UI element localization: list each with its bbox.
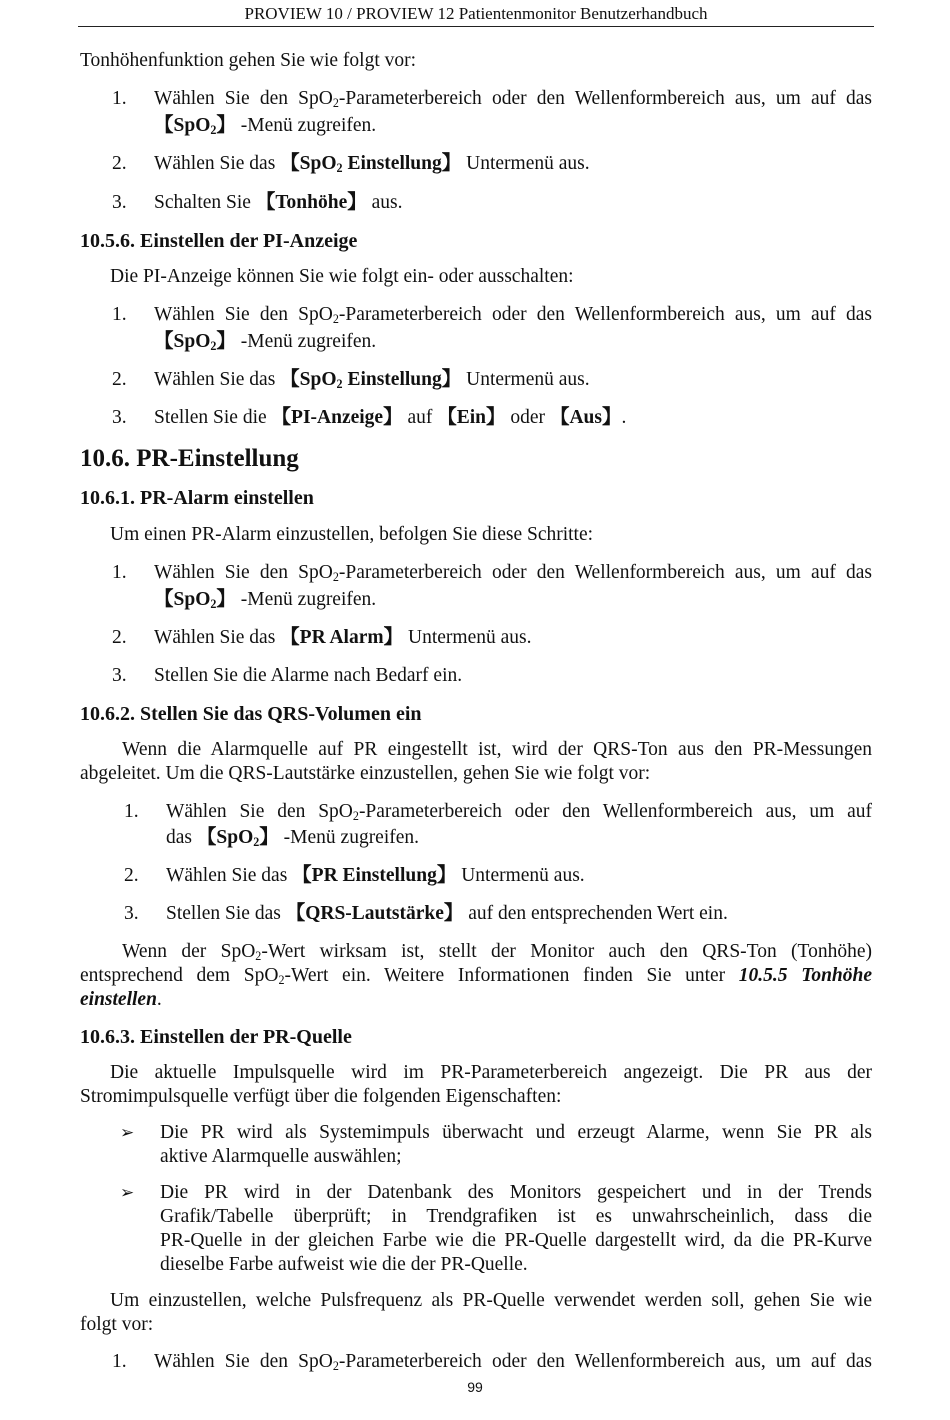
step-number: 1. xyxy=(112,304,127,325)
bullet-text: Grafik/Tabelle überprüft; in Trendgrafiken ist es unwahrscheinlich, dass die xyxy=(160,1206,872,1227)
step-number: 3. xyxy=(112,665,127,686)
step-number: 3. xyxy=(112,407,127,428)
running-header: PROVIEW 10 / PROVIEW 12 Patientenmonitor Benutzerhandbuch xyxy=(244,4,708,23)
bullet-arrow-icon: ➢ xyxy=(120,1123,135,1143)
step-number: 2. xyxy=(112,627,127,648)
section-heading: 10.6.3. Einstellen der PR-Quelle xyxy=(80,1026,352,1048)
step-number: 3. xyxy=(112,192,127,213)
chapter-heading: 10.6. PR-Einstellung xyxy=(80,445,299,472)
step-text: Wählen Sie das 【SpO$_2$ Einstellung】 Untermenü aus. xyxy=(154,369,590,392)
bullet-text: Die PR wird in der Datenbank des Monitors gespeichert und in der Trends xyxy=(160,1182,872,1203)
bullet-text: PR-Quelle in der gleichen Farbe wie die PR-Quelle dargestellt wird, da die PR-Kurve xyxy=(160,1230,872,1251)
paragraph-line: Wenn die Alarmquelle auf PR eingestellt ist, wird der QRS-Ton aus den PR-Messungen xyxy=(122,739,872,760)
paragraph-line: Wenn der SpO$_2$-Wert wirksam ist, stellt der Monitor auch den QRS-Ton (Tonhöhe) xyxy=(122,941,872,964)
section-heading: 10.6.2. Stellen Sie das QRS-Volumen ein xyxy=(80,703,422,725)
step-number: 2. xyxy=(124,865,139,886)
step-text: Wählen Sie den SpO$_2$-Parameterbereich oder den Wellenformbereich aus, um auf das xyxy=(154,304,872,327)
page-number: 99 xyxy=(467,1379,483,1395)
step-text: Stellen Sie die Alarme nach Bedarf ein. xyxy=(154,665,463,686)
cross-reference[interactable]: 10.5.5 Tonhöhe xyxy=(738,965,873,986)
paragraph-line: Um einzustellen, welche Pulsfrequenz als PR-Quelle verwendet werden soll, gehen Sie wie xyxy=(110,1290,872,1311)
step-text: Wählen Sie das 【PR Alarm】 Untermenü aus. xyxy=(154,627,532,648)
step-number: 1. xyxy=(112,1351,127,1372)
cross-reference[interactable]: einstellen xyxy=(80,989,157,1010)
step-text-continued: 【SpO$_2$】 -Menü zugreifen. xyxy=(154,589,377,612)
step-text: Wählen Sie den SpO$_2$-Parameterbereich oder den Wellenformbereich aus, um auf das xyxy=(154,88,872,111)
section-heading: 10.6.1. PR-Alarm einstellen xyxy=(80,487,314,509)
step-text: Wählen Sie das 【PR Einstellung】 Untermenü aus. xyxy=(166,865,585,886)
step-number: 1. xyxy=(112,562,127,583)
section-intro: Die PI-Anzeige können Sie wie folgt ein- oder ausschalten: xyxy=(110,266,574,287)
paragraph-line: Stromimpulsquelle verfügt über die folgenden Eigenschaften: xyxy=(80,1086,562,1107)
paragraph-line: folgt vor: xyxy=(80,1314,154,1335)
paragraph-line: einstellen. xyxy=(80,989,162,1010)
bullet-text: Die PR wird als Systemimpuls überwacht und erzeugt Alarme, wenn Sie PR als xyxy=(160,1122,872,1143)
section-intro: Um einen PR-Alarm einzustellen, befolgen Sie diese Schritte: xyxy=(110,524,594,545)
header-divider xyxy=(78,26,874,27)
step-text-continued: 【SpO$_2$】 -Menü zugreifen. xyxy=(154,115,377,138)
bullet-text: aktive Alarmquelle auswählen; xyxy=(160,1146,402,1167)
tone-intro: Tonhöhenfunktion gehen Sie wie folgt vor: xyxy=(80,50,417,71)
paragraph-line: abgeleitet. Um die QRS-Lautstärke einzustellen, gehen Sie wie folgt vor: xyxy=(80,763,651,784)
bullet-text: dieselbe Farbe aufweist wie die der PR-Quelle. xyxy=(160,1254,528,1275)
step-text-continued: 【SpO$_2$】 -Menü zugreifen. xyxy=(154,331,377,354)
step-text-continued: das 【SpO$_2$】 -Menü zugreifen. xyxy=(166,827,420,850)
section-heading: 10.5.6. Einstellen der PI-Anzeige xyxy=(80,230,358,252)
bullet-arrow-icon: ➢ xyxy=(120,1183,135,1203)
step-text: Stellen Sie das 【QRS-Lautstärke】 auf den entsprechenden Wert ein. xyxy=(166,903,728,924)
step-text: Wählen Sie den SpO$_2$-Parameterbereich oder den Wellenformbereich aus, um auf das xyxy=(154,1351,872,1374)
paragraph-line: Die aktuelle Impulsquelle wird im PR-Parameterbereich angezeigt. Die PR aus der xyxy=(110,1062,872,1083)
step-text: Schalten Sie 【Tonhöhe】 aus. xyxy=(154,192,403,213)
paragraph-line: entsprechend dem SpO$_2$-Wert ein. Weitere Informationen finden Sie unter 10.5.5 Tonhöhe xyxy=(80,965,873,988)
step-text: Wählen Sie den SpO$_2$-Parameterbereich oder den Wellenformbereich aus, um auf xyxy=(166,801,872,824)
step-number: 2. xyxy=(112,153,127,174)
step-number: 3. xyxy=(124,903,139,924)
step-number: 1. xyxy=(124,801,139,822)
step-number: 1. xyxy=(112,88,127,109)
step-text: Stellen Sie die 【PI-Anzeige】 auf 【Ein】 oder 【Aus】. xyxy=(154,407,627,428)
step-text: Wählen Sie den SpO$_2$-Parameterbereich oder den Wellenformbereich aus, um auf das xyxy=(154,562,872,585)
step-number: 2. xyxy=(112,369,127,390)
step-text: Wählen Sie das 【SpO$_2$ Einstellung】 Untermenü aus. xyxy=(154,153,590,176)
